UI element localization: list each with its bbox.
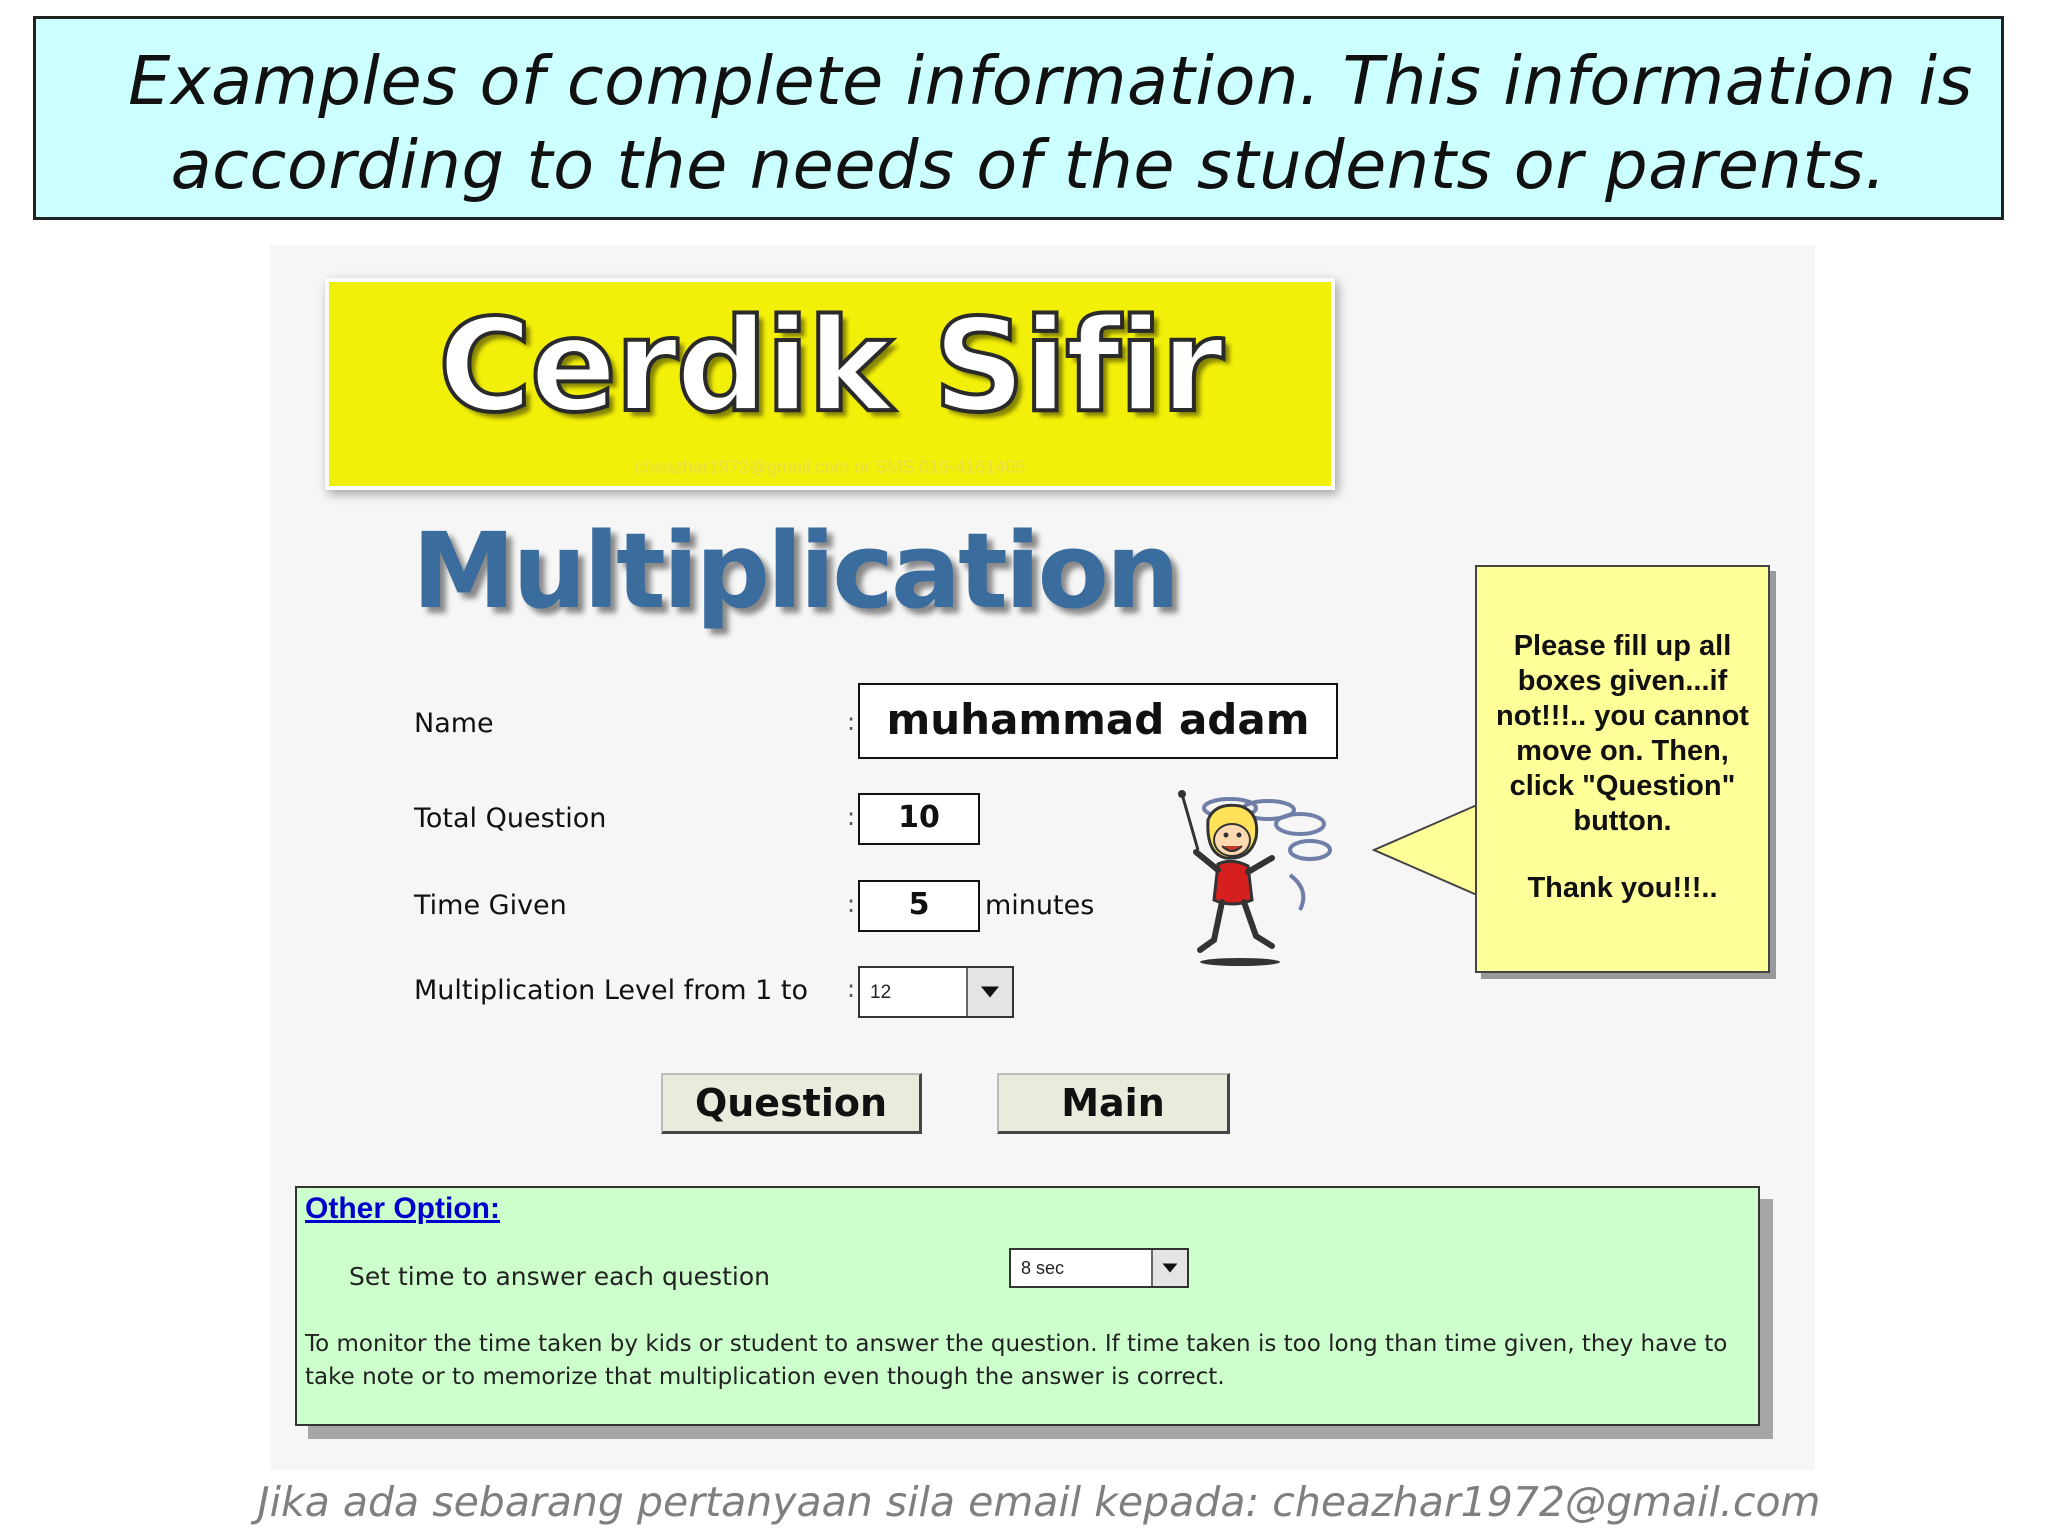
instruction-note: [1475, 565, 1770, 973]
note-line: button.: [1573, 805, 1672, 837]
cartoon-girl-illustration: [1160, 780, 1375, 975]
other-options-panel: [295, 1186, 1760, 1426]
level-dropdown-button[interactable]: [966, 968, 1012, 1016]
question-button[interactable]: Question: [661, 1073, 922, 1134]
footer-contact: Jika ada sebarang pertanyaan sila email kepada: cheazhar1972@gmail.com: [257, 1478, 1821, 1526]
note-line: Please fill up all: [1513, 630, 1732, 662]
note-line: click "Question": [1509, 770, 1736, 802]
name-label: Name: [414, 708, 494, 739]
total-question-input[interactable]: 10: [858, 793, 980, 845]
time-unit-label: minutes: [985, 890, 1095, 921]
chevron-down-icon: [981, 987, 999, 998]
slide-header: [33, 16, 2004, 220]
name-colon: :: [847, 708, 856, 736]
answer-time-label: Set time to answer each question: [349, 1262, 770, 1291]
app-logo-title: Cerdik Sifir: [438, 292, 1222, 441]
note-line: move on. Then,: [1516, 735, 1729, 767]
level-select[interactable]: [858, 966, 1014, 1018]
time-given-colon: :: [847, 890, 856, 918]
level-select-value: 12: [870, 982, 892, 1003]
answer-time-select[interactable]: [1009, 1248, 1189, 1288]
main-button[interactable]: Main: [997, 1073, 1230, 1134]
time-given-input[interactable]: 5: [858, 880, 980, 932]
note-thanks: Thank you!!!..: [1527, 872, 1718, 904]
option-description: To monitor the time taken by kids or student to answer the question. If time taken is too long than time given, they have to take note or to memorize that multiplication even though the answer is correct.: [305, 1331, 1728, 1390]
banner-contact: cheazhar1972@gmail.com or SMS 019-4161405: [634, 457, 1026, 477]
note-line: boxes given...if: [1517, 665, 1728, 697]
answer-time-value: 8 sec: [1021, 1258, 1065, 1278]
header-line-1: Examples of complete information. This information is: [128, 42, 1973, 120]
level-label: Multiplication Level from 1 to: [414, 975, 808, 1006]
page-title: Multiplication: [412, 510, 1177, 632]
answer-time-dropdown-button[interactable]: [1151, 1250, 1187, 1286]
name-input[interactable]: muhammad adam: [858, 683, 1338, 759]
other-option-heading[interactable]: Other Option:: [305, 1192, 500, 1225]
app-banner: [325, 278, 1335, 490]
chevron-down-icon: [1163, 1264, 1178, 1273]
level-colon: :: [847, 975, 856, 1003]
total-question-label: Total Question: [414, 803, 607, 834]
header-line-2: according to the needs of the students or parents.: [170, 126, 1887, 204]
note-line: not!!!.. you cannot: [1496, 700, 1749, 732]
speech-bubble-tail: [1372, 797, 1482, 907]
time-given-label: Time Given: [414, 890, 567, 921]
total-question-colon: :: [847, 803, 856, 831]
